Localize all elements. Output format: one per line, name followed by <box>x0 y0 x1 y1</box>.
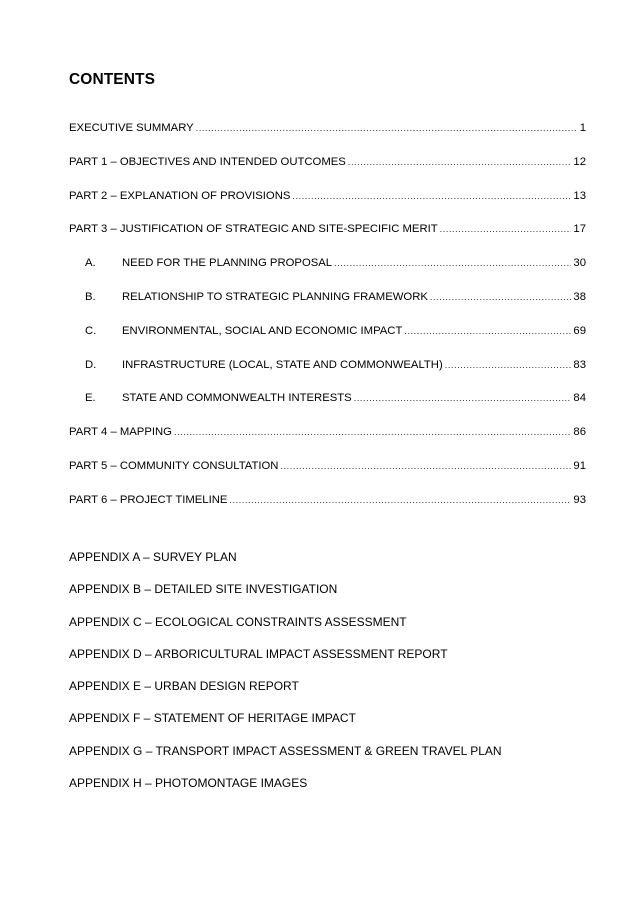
appendix-item[interactable]: APPENDIX F – STATEMENT OF HERITAGE IMPACT <box>69 711 356 726</box>
appendix-item[interactable]: APPENDIX E – URBAN DESIGN REPORT <box>69 679 299 694</box>
toc-subentry-letter: B. <box>85 290 96 303</box>
toc-entry[interactable] <box>69 190 586 224</box>
toc-entry-title: PART 1 – OBJECTIVES AND INTENDED OUTCOMES <box>69 155 346 168</box>
toc-entry[interactable] <box>69 494 586 528</box>
toc-subentry[interactable] <box>69 257 586 291</box>
toc-subentry[interactable] <box>69 359 586 393</box>
dot-leader <box>348 157 572 167</box>
toc-entry-page: 93 <box>573 493 586 506</box>
toc-subentry-letter: D. <box>85 358 97 371</box>
dot-leader <box>196 123 578 133</box>
dot-leader <box>174 427 571 437</box>
contents-heading: CONTENTS <box>69 71 156 88</box>
dot-leader <box>292 191 571 201</box>
table-of-contents <box>69 122 586 528</box>
toc-entry-page: 84 <box>573 392 586 405</box>
appendix-item[interactable]: APPENDIX G – TRANSPORT IMPACT ASSESSMENT & GREEN TRAVEL PLAN <box>69 743 502 758</box>
toc-entry-title: PART 2 – EXPLANATION OF PROVISIONS <box>69 189 291 202</box>
appendix-item[interactable]: APPENDIX H – PHOTOMONTAGE IMAGES <box>69 776 308 791</box>
toc-entry-title: STATE AND COMMONWEALTH INTERESTS <box>122 392 352 405</box>
toc-entry[interactable] <box>69 122 586 156</box>
dot-leader <box>334 258 571 268</box>
toc-entry-page: 91 <box>573 459 586 472</box>
toc-entry-title: NEED FOR THE PLANNING PROPOSAL <box>122 257 333 270</box>
toc-entry-title: INFRASTRUCTURE (LOCAL, STATE AND COMMONWEALTH) <box>122 358 443 371</box>
toc-entry[interactable] <box>69 223 586 257</box>
toc-entry-title: PART 6 – PROJECT TIMELINE <box>69 493 228 506</box>
dot-leader <box>404 326 571 336</box>
toc-subentry[interactable] <box>69 291 586 325</box>
dot-leader <box>229 495 571 505</box>
dot-leader <box>445 360 572 370</box>
dot-leader <box>440 224 572 234</box>
toc-subentry[interactable] <box>69 392 586 426</box>
toc-subentry-letter: C. <box>85 324 97 337</box>
appendix-list <box>69 550 586 808</box>
toc-entry-page: 1 <box>579 122 586 134</box>
dot-leader <box>430 292 572 302</box>
toc-entry-title: ENVIRONMENTAL, SOCIAL AND ECONOMIC IMPACT <box>122 324 403 337</box>
dot-leader <box>280 461 571 471</box>
toc-entry-title: EXECUTIVE SUMMARY <box>69 122 194 134</box>
toc-subentry[interactable] <box>69 325 586 359</box>
appendix-item[interactable]: APPENDIX C – ECOLOGICAL CONSTRAINTS ASSESSMENT <box>69 614 407 629</box>
toc-subentry-letter: A. <box>85 257 96 270</box>
toc-entry-title: PART 3 – JUSTIFICATION OF STRATEGIC AND SITE-SPECIFIC MERIT <box>69 223 438 236</box>
toc-entry[interactable] <box>69 426 586 460</box>
toc-entry-title: RELATIONSHIP TO STRATEGIC PLANNING FRAMEWORK <box>122 290 428 303</box>
dot-leader <box>354 393 572 403</box>
toc-entry-page: 86 <box>573 426 586 439</box>
toc-entry-page: 12 <box>573 155 586 168</box>
appendix-item[interactable]: APPENDIX B – DETAILED SITE INVESTIGATION <box>69 582 338 597</box>
toc-entry-page: 69 <box>573 324 586 337</box>
toc-subentry-letter: E. <box>85 392 96 405</box>
toc-entry-page: 30 <box>573 257 586 270</box>
toc-entry-page: 83 <box>573 358 586 371</box>
toc-entry-title: PART 5 – COMMUNITY CONSULTATION <box>69 459 279 472</box>
toc-entry-page: 13 <box>573 189 586 202</box>
toc-entry-page: 17 <box>573 223 586 236</box>
toc-entry-page: 38 <box>573 290 586 303</box>
appendix-item[interactable]: APPENDIX A – SURVEY PLAN <box>69 550 237 564</box>
toc-entry[interactable] <box>69 460 586 494</box>
toc-entry[interactable] <box>69 156 586 190</box>
appendix-item[interactable]: APPENDIX D – ARBORICULTURAL IMPACT ASSESSMENT REPORT <box>69 646 448 661</box>
toc-entry-title: PART 4 – MAPPING <box>69 426 172 439</box>
